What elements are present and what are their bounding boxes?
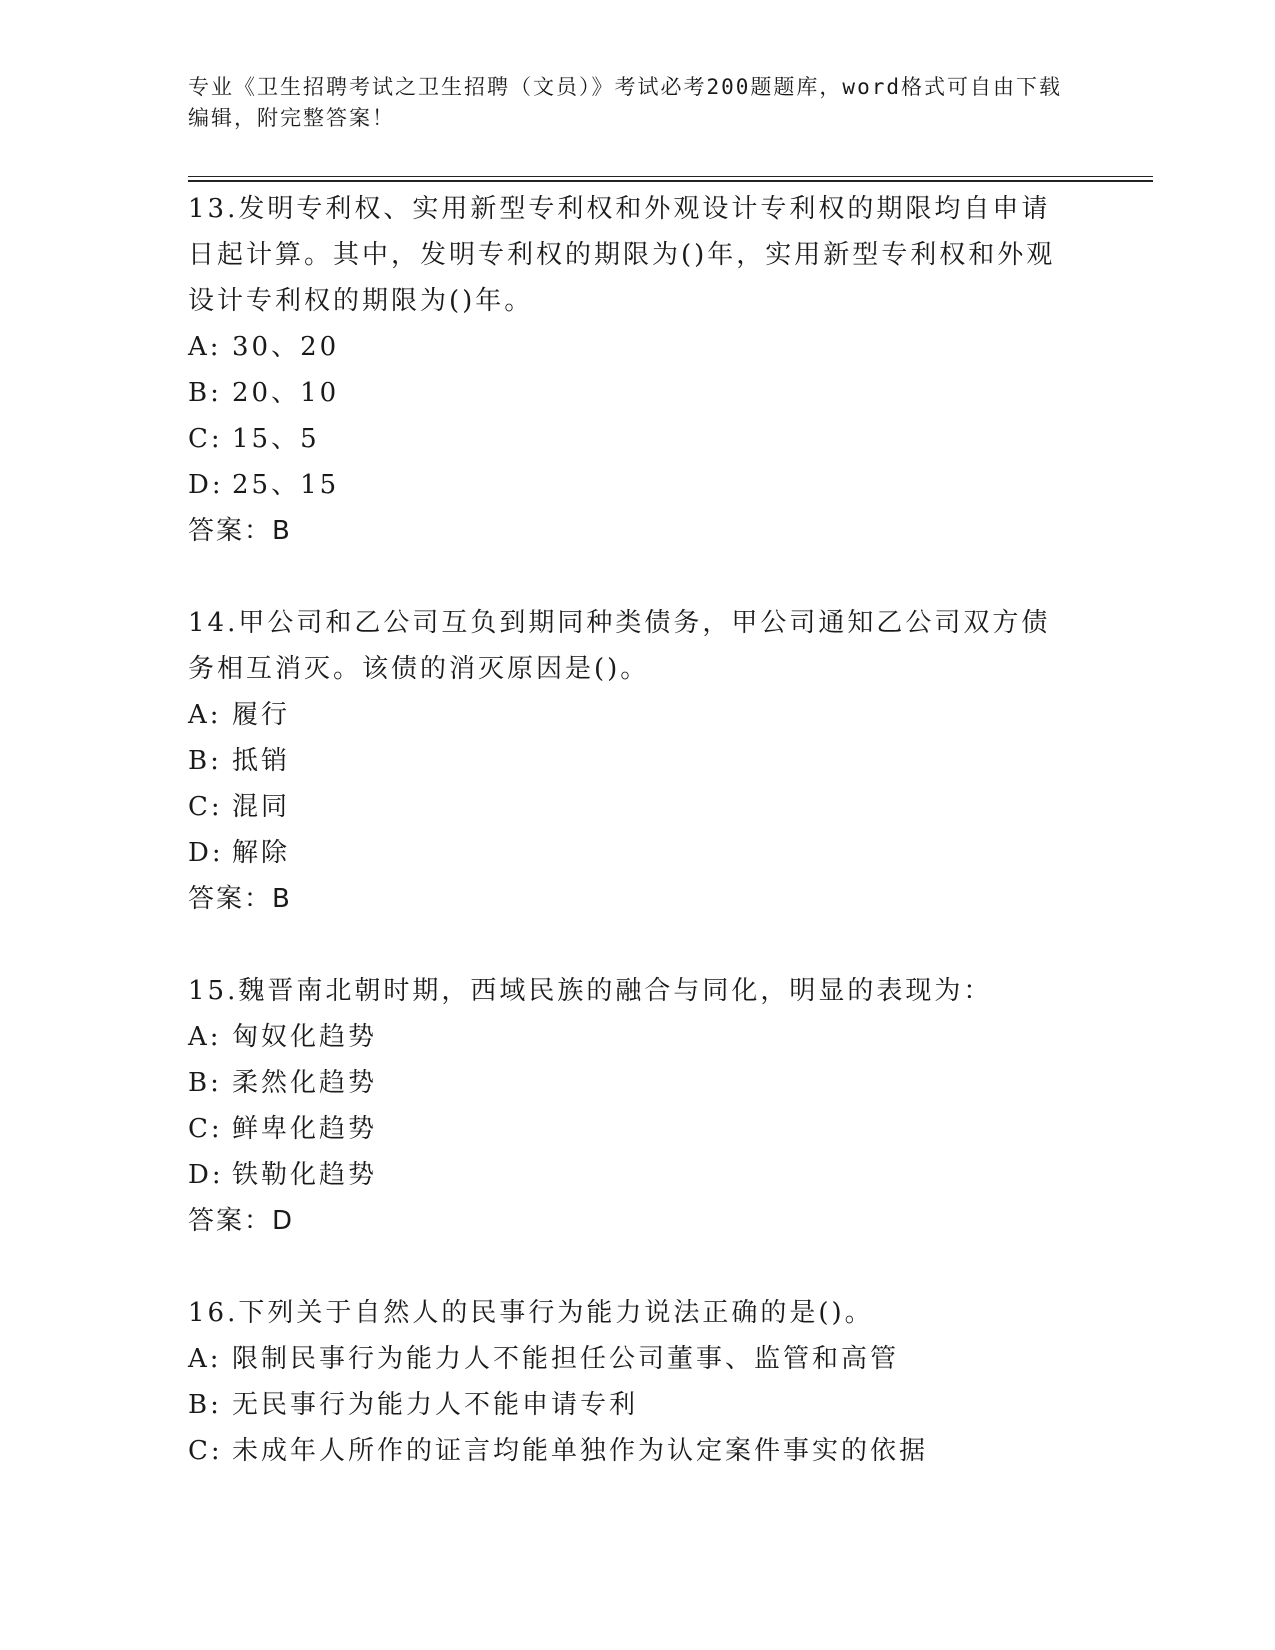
option-text: 柔然化趋势 — [232, 1068, 378, 1098]
question-stem: 15.魏晋南北朝时期，西域民族的融合与同化，明显的表现为： — [188, 976, 993, 1006]
option-b — [188, 1060, 1078, 1106]
answer-line: 答案：B — [188, 884, 292, 914]
question-stem: 13.发明专利权、实用新型专利权和外观设计专利权的期限均自申请日起计算。其中，发明专利权的期限为()年，实用新型专利权和外观设计专利权的期限为()年。 — [188, 194, 1056, 316]
option-text: 未成年人所作的证言均能单独作为认定案件事实的依据 — [232, 1436, 929, 1466]
option-text: 限制民事行为能力人不能担任公司董事、监管和高管 — [232, 1344, 900, 1374]
option-a — [188, 1014, 1078, 1060]
option-text: 解除 — [232, 838, 291, 868]
option-text: 抵销 — [232, 746, 291, 776]
option-c — [188, 784, 1078, 830]
question-16 — [188, 1290, 1078, 1474]
answer-line: 答案：D — [188, 1206, 295, 1236]
document-header: 专业《卫生招聘考试之卫生招聘（文员）》考试必考200题题库，word格式可自由下载编辑，附完整答案！ — [188, 75, 1062, 130]
option-d — [188, 1152, 1078, 1198]
option-a — [188, 324, 1078, 370]
option-text: 20、10 — [232, 378, 340, 408]
option-c — [188, 1428, 1078, 1474]
option-d — [188, 462, 1078, 508]
option-letter: A: — [188, 700, 222, 730]
option-letter: C: — [188, 792, 223, 822]
option-letter: C: — [188, 1436, 223, 1466]
option-c — [188, 416, 1078, 462]
option-text: 15、5 — [232, 424, 320, 454]
option-letter: B: — [188, 378, 222, 408]
option-letter: B: — [188, 1390, 222, 1420]
option-text: 履行 — [232, 700, 291, 730]
option-letter: C: — [188, 1114, 223, 1144]
option-b — [188, 1382, 1078, 1428]
option-letter: D: — [188, 470, 224, 500]
question-stem: 14.甲公司和乙公司互负到期同种类债务，甲公司通知乙公司双方债务相互消灭。该债的消灭原因是()。 — [188, 608, 1051, 684]
option-b — [188, 738, 1078, 784]
option-text: 25、15 — [232, 470, 340, 500]
option-b — [188, 370, 1078, 416]
option-text: 30、20 — [232, 332, 340, 362]
option-letter: A: — [188, 1344, 222, 1374]
header-divider-thick — [188, 180, 1153, 182]
question-14 — [188, 600, 1078, 922]
answer-line: 答案：B — [188, 516, 292, 546]
option-letter: D: — [188, 838, 224, 868]
header-divider — [188, 176, 1153, 177]
question-list — [188, 186, 1078, 1520]
option-text: 铁勒化趋势 — [232, 1160, 378, 1190]
option-letter: B: — [188, 1068, 222, 1098]
option-a — [188, 692, 1078, 738]
question-13 — [188, 186, 1078, 554]
option-text: 混同 — [232, 792, 291, 822]
option-letter: A: — [188, 332, 222, 362]
option-letter: D: — [188, 1160, 224, 1190]
option-letter: C: — [188, 424, 223, 454]
option-text: 匈奴化趋势 — [232, 1022, 378, 1052]
option-text: 无民事行为能力人不能申请专利 — [232, 1390, 639, 1420]
option-a — [188, 1336, 1078, 1382]
option-letter: B: — [188, 746, 222, 776]
option-letter: A: — [188, 1022, 222, 1052]
option-d — [188, 830, 1078, 876]
question-stem: 16.下列关于自然人的民事行为能力说法正确的是()。 — [188, 1298, 874, 1328]
option-text: 鲜卑化趋势 — [232, 1114, 378, 1144]
question-15 — [188, 968, 1078, 1244]
option-c — [188, 1106, 1078, 1152]
